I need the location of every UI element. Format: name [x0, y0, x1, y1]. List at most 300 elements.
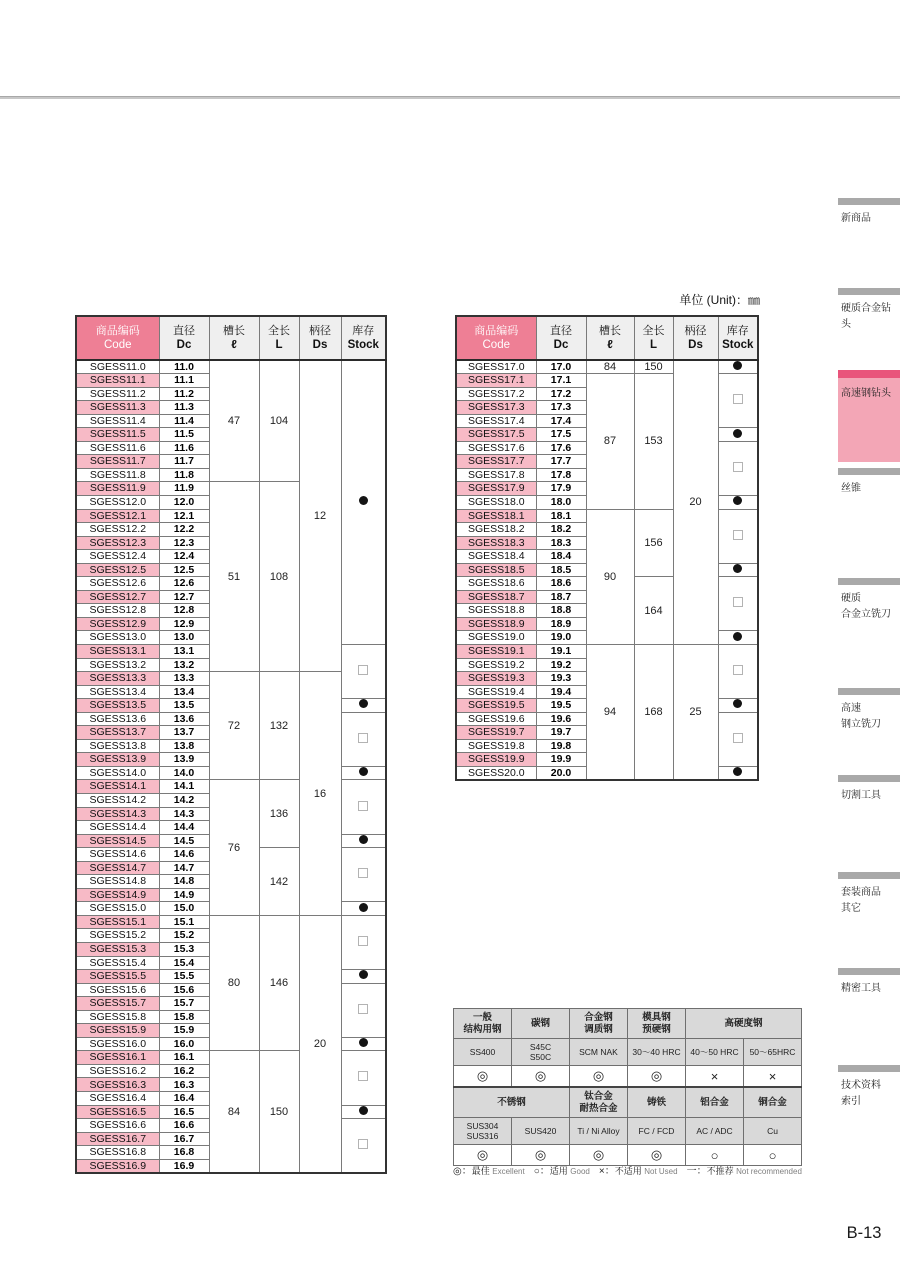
- tab-bar: [838, 872, 900, 879]
- diameter-cell: 15.7: [159, 997, 209, 1011]
- sidebar-tab-carbide-drills: [838, 288, 900, 333]
- product-code-cell: SGESS12.3: [76, 536, 159, 550]
- material-cell: FC / FCD: [628, 1118, 686, 1145]
- tab-label: 硬质 合金立铣刀: [841, 593, 891, 620]
- diameter-cell: 17.3: [536, 401, 586, 415]
- diameter-cell: 12.0: [159, 495, 209, 509]
- product-code-cell: SGESS16.1: [76, 1051, 159, 1065]
- stock-filled-circle-icon: [359, 699, 368, 708]
- diameter-cell: 18.4: [536, 550, 586, 564]
- rating-cell: ◎: [454, 1066, 512, 1088]
- stock-cell: [718, 360, 758, 374]
- stock-filled-circle-icon: [733, 699, 742, 708]
- rating-cell: ◎: [512, 1066, 570, 1088]
- product-code-cell: SGESS19.6: [456, 712, 536, 726]
- diameter-cell: 14.4: [159, 821, 209, 835]
- tab-label: 高速钢钻头: [841, 388, 891, 399]
- col-header-dc: 直径 Dc: [159, 316, 209, 360]
- diameter-cell: 12.7: [159, 590, 209, 604]
- right-spec-table: [455, 315, 759, 781]
- diameter-cell: 14.5: [159, 834, 209, 848]
- stock-cell: [341, 1051, 386, 1105]
- sidebar-tab-taps: [838, 468, 900, 497]
- sidebar-tab-precision-tools: [838, 968, 900, 997]
- stock-cell: [718, 374, 758, 428]
- diameter-cell: 17.1: [536, 374, 586, 388]
- rating-cell: ◎: [570, 1145, 628, 1166]
- product-code-cell: SGESS11.9: [76, 482, 159, 496]
- product-code-cell: SGESS19.7: [456, 726, 536, 740]
- unit-note: 单位 (Unit)：㎜: [679, 293, 760, 307]
- stock-cell: [341, 1037, 386, 1051]
- flute-length-cell: 51: [209, 482, 259, 672]
- stock-cell: [718, 509, 758, 563]
- diameter-cell: 18.2: [536, 523, 586, 537]
- product-code-cell: SGESS11.4: [76, 414, 159, 428]
- product-code-cell: SGESS12.6: [76, 577, 159, 591]
- product-code-cell: SGESS13.5: [76, 699, 159, 713]
- diameter-cell: 19.0: [536, 631, 586, 645]
- product-code-cell: SGESS17.5: [456, 428, 536, 442]
- stock-cell: [341, 1119, 386, 1173]
- product-code-cell: SGESS19.0: [456, 631, 536, 645]
- sidebar-tab-new-products: [838, 198, 900, 227]
- diameter-cell: 19.8: [536, 739, 586, 753]
- diameter-cell: 17.5: [536, 428, 586, 442]
- product-code-cell: SGESS18.8: [456, 604, 536, 618]
- diameter-cell: 18.8: [536, 604, 586, 618]
- stock-empty-square-icon: [358, 1071, 368, 1081]
- col-header-shank: 柄径 Ds: [299, 316, 341, 360]
- stock-filled-circle-icon: [733, 429, 742, 438]
- product-code-cell: SGESS18.5: [456, 563, 536, 577]
- diameter-cell: 13.3: [159, 672, 209, 686]
- diameter-cell: 13.2: [159, 658, 209, 672]
- table-row: [456, 644, 758, 658]
- stock-cell: [718, 577, 758, 631]
- product-code-cell: SGESS12.2: [76, 523, 159, 537]
- diameter-cell: 16.1: [159, 1051, 209, 1065]
- material-cell: 模具钢 预硬钢: [628, 1009, 686, 1039]
- diameter-cell: 12.5: [159, 563, 209, 577]
- material-cell: S45C S50C: [512, 1039, 570, 1066]
- product-code-cell: SGESS19.1: [456, 644, 536, 658]
- product-code-cell: SGESS16.8: [76, 1146, 159, 1160]
- product-code-cell: SGESS17.6: [456, 441, 536, 455]
- flute-length-cell: 87: [586, 374, 634, 509]
- product-code-cell: SGESS15.8: [76, 1010, 159, 1024]
- stock-cell: [341, 1105, 386, 1119]
- product-code-cell: SGESS11.1: [76, 374, 159, 388]
- diameter-cell: 13.6: [159, 712, 209, 726]
- material-cell: 碳钢: [512, 1009, 570, 1039]
- tab-bar: [838, 1065, 900, 1072]
- product-code-cell: SGESS19.8: [456, 739, 536, 753]
- diameter-cell: 17.7: [536, 455, 586, 469]
- material-cell: SUS420: [512, 1118, 570, 1145]
- tab-bar: [838, 688, 900, 695]
- product-code-cell: SGESS14.2: [76, 794, 159, 808]
- rating-legend: [453, 1162, 813, 1177]
- product-code-cell: SGESS17.4: [456, 414, 536, 428]
- page-number: B-13: [846, 1224, 882, 1242]
- diameter-cell: 19.3: [536, 672, 586, 686]
- diameter-cell: 11.8: [159, 468, 209, 482]
- product-code-cell: SGESS16.3: [76, 1078, 159, 1092]
- product-code-cell: SGESS15.7: [76, 997, 159, 1011]
- overall-length-cell: 108: [259, 482, 299, 672]
- stock-empty-square-icon: [733, 530, 743, 540]
- product-code-cell: SGESS12.5: [76, 563, 159, 577]
- col-header-oal: 全长 L: [634, 316, 673, 360]
- product-code-cell: SGESS16.0: [76, 1037, 159, 1051]
- material-row: [454, 1009, 802, 1039]
- material-cell: 40～50 HRC: [686, 1039, 744, 1066]
- product-code-cell: SGESS15.0: [76, 902, 159, 916]
- product-code-cell: SGESS19.5: [456, 699, 536, 713]
- diameter-cell: 12.3: [159, 536, 209, 550]
- material-cell: 30～40 HRC: [628, 1039, 686, 1066]
- product-code-cell: SGESS13.2: [76, 658, 159, 672]
- diameter-cell: 16.7: [159, 1132, 209, 1146]
- product-code-cell: SGESS16.9: [76, 1159, 159, 1173]
- diameter-cell: 11.7: [159, 455, 209, 469]
- stock-filled-circle-icon: [733, 496, 742, 505]
- stock-cell: [718, 631, 758, 645]
- col-header-code: 商品编码 Code: [76, 316, 159, 360]
- flute-length-cell: 76: [209, 780, 259, 915]
- diameter-cell: 14.8: [159, 875, 209, 889]
- material-cell: 一般 结构用钢: [454, 1009, 512, 1039]
- product-code-cell: SGESS12.1: [76, 509, 159, 523]
- tab-label: 套装商品 其它: [841, 887, 881, 914]
- diameter-cell: 11.9: [159, 482, 209, 496]
- product-code-cell: SGESS15.6: [76, 983, 159, 997]
- overall-length-cell: 150: [259, 1051, 299, 1173]
- material-row: [454, 1066, 802, 1088]
- product-code-cell: SGESS15.5: [76, 970, 159, 984]
- diameter-cell: 15.9: [159, 1024, 209, 1038]
- stock-empty-square-icon: [358, 1139, 368, 1149]
- diameter-cell: 12.6: [159, 577, 209, 591]
- product-code-cell: SGESS19.3: [456, 672, 536, 686]
- product-code-cell: SGESS18.9: [456, 617, 536, 631]
- overall-length-cell: 168: [634, 644, 673, 779]
- diameter-cell: 18.5: [536, 563, 586, 577]
- material-cell: SCM NAK: [570, 1039, 628, 1066]
- col-header-dc: 直径 Dc: [536, 316, 586, 360]
- stock-cell: [341, 712, 386, 766]
- product-code-cell: SGESS15.9: [76, 1024, 159, 1038]
- diameter-cell: 12.2: [159, 523, 209, 537]
- stock-cell: [341, 915, 386, 969]
- diameter-cell: 18.9: [536, 617, 586, 631]
- product-code-cell: SGESS12.8: [76, 604, 159, 618]
- tab-bar: [838, 370, 900, 378]
- product-code-cell: SGESS15.3: [76, 943, 159, 957]
- col-header-flute: 槽长 ℓ: [209, 316, 259, 360]
- overall-length-cell: 104: [259, 360, 299, 482]
- col-header-code: 商品编码 Code: [456, 316, 536, 360]
- tab-label: 硬质合金钻头: [841, 303, 891, 330]
- diameter-cell: 13.0: [159, 631, 209, 645]
- diameter-cell: 14.6: [159, 848, 209, 862]
- left-spec-table: [75, 315, 387, 1174]
- product-code-cell: SGESS11.2: [76, 387, 159, 401]
- product-code-cell: SGESS11.0: [76, 360, 159, 374]
- diameter-cell: 15.1: [159, 915, 209, 929]
- col-header-stock: 库存 Stock: [341, 316, 386, 360]
- tab-bar: [838, 775, 900, 782]
- shank-dia-cell: 20: [673, 360, 718, 644]
- legend-item: 一：不推荐 Not recommended: [686, 1166, 802, 1177]
- table-row: [76, 672, 386, 686]
- diameter-cell: 16.2: [159, 1064, 209, 1078]
- product-code-cell: SGESS18.2: [456, 523, 536, 537]
- product-code-cell: SGESS11.8: [76, 468, 159, 482]
- material-cell: Ti / Ni Alloy: [570, 1118, 628, 1145]
- flute-length-cell: 84: [209, 1051, 259, 1173]
- product-code-cell: SGESS14.9: [76, 888, 159, 902]
- overall-length-cell: 142: [259, 848, 299, 916]
- product-code-cell: SGESS17.3: [456, 401, 536, 415]
- product-code-cell: SGESS13.3: [76, 672, 159, 686]
- product-code-cell: SGESS11.3: [76, 401, 159, 415]
- product-code-cell: SGESS16.2: [76, 1064, 159, 1078]
- stock-cell: [718, 766, 758, 780]
- material-cell: 50～65HRC: [744, 1039, 802, 1066]
- sidebar-tab-carbide-end-mills: [838, 578, 900, 623]
- diameter-cell: 11.4: [159, 414, 209, 428]
- diameter-cell: 15.5: [159, 970, 209, 984]
- product-code-cell: SGESS11.6: [76, 441, 159, 455]
- top-divider: [0, 96, 900, 99]
- diameter-cell: 13.1: [159, 644, 209, 658]
- stock-empty-square-icon: [358, 1004, 368, 1014]
- stock-cell: [341, 970, 386, 984]
- stock-cell: [341, 780, 386, 834]
- material-cell: AC / ADC: [686, 1118, 744, 1145]
- diameter-cell: 15.6: [159, 983, 209, 997]
- stock-filled-circle-icon: [359, 1106, 368, 1115]
- product-code-cell: SGESS17.8: [456, 468, 536, 482]
- product-code-cell: SGESS14.4: [76, 821, 159, 835]
- rating-cell: ◎: [512, 1145, 570, 1166]
- stock-cell: [718, 563, 758, 577]
- diameter-cell: 11.1: [159, 374, 209, 388]
- diameter-cell: 16.4: [159, 1092, 209, 1106]
- overall-length-cell: 164: [634, 577, 673, 645]
- sidebar-tab-cutting-tools: [838, 775, 900, 804]
- shank-dia-cell: 12: [299, 360, 341, 672]
- stock-cell: [341, 848, 386, 902]
- product-code-cell: SGESS17.7: [456, 455, 536, 469]
- product-code-cell: SGESS13.7: [76, 726, 159, 740]
- diameter-cell: 18.6: [536, 577, 586, 591]
- stock-filled-circle-icon: [733, 564, 742, 573]
- diameter-cell: 15.2: [159, 929, 209, 943]
- material-cell: SUS304 SUS316: [454, 1118, 512, 1145]
- material-row: [454, 1118, 802, 1145]
- sidebar-tab-hss-end-mills: [838, 688, 900, 733]
- diameter-cell: 17.9: [536, 482, 586, 496]
- product-code-cell: SGESS18.0: [456, 495, 536, 509]
- rating-cell: ×: [686, 1066, 744, 1088]
- stock-empty-square-icon: [733, 462, 743, 472]
- stock-filled-circle-icon: [359, 835, 368, 844]
- stock-filled-circle-icon: [733, 632, 742, 641]
- product-code-cell: SGESS13.6: [76, 712, 159, 726]
- diameter-cell: 18.3: [536, 536, 586, 550]
- col-header-oal: 全长 L: [259, 316, 299, 360]
- product-code-cell: SGESS11.5: [76, 428, 159, 442]
- diameter-cell: 17.4: [536, 414, 586, 428]
- product-code-cell: SGESS18.1: [456, 509, 536, 523]
- product-code-cell: SGESS18.4: [456, 550, 536, 564]
- product-code-cell: SGESS18.7: [456, 590, 536, 604]
- material-cell: SS400: [454, 1039, 512, 1066]
- diameter-cell: 19.5: [536, 699, 586, 713]
- stock-cell: [718, 712, 758, 766]
- legend-item: ○：适用 Good: [533, 1166, 590, 1177]
- rating-cell: ◎: [628, 1066, 686, 1088]
- product-code-cell: SGESS17.1: [456, 374, 536, 388]
- product-code-cell: SGESS12.9: [76, 617, 159, 631]
- product-code-cell: SGESS16.4: [76, 1092, 159, 1106]
- overall-length-cell: 146: [259, 915, 299, 1050]
- diameter-cell: 11.0: [159, 360, 209, 374]
- stock-empty-square-icon: [733, 665, 743, 675]
- product-code-cell: SGESS16.6: [76, 1119, 159, 1133]
- stock-filled-circle-icon: [359, 970, 368, 979]
- overall-length-cell: 150: [634, 360, 673, 374]
- stock-empty-square-icon: [358, 936, 368, 946]
- overall-length-cell: 156: [634, 509, 673, 577]
- tab-label: 新商品: [841, 213, 871, 224]
- product-code-cell: SGESS11.7: [76, 455, 159, 469]
- flute-length-cell: 90: [586, 509, 634, 644]
- diameter-cell: 17.8: [536, 468, 586, 482]
- diameter-cell: 13.5: [159, 699, 209, 713]
- diameter-cell: 20.0: [536, 766, 586, 780]
- product-code-cell: SGESS15.1: [76, 915, 159, 929]
- product-code-cell: SGESS19.4: [456, 685, 536, 699]
- legend-item: ◎：最佳 Excellent: [453, 1166, 525, 1177]
- stock-cell: [341, 902, 386, 916]
- tab-bar: [838, 468, 900, 475]
- overall-length-cell: 136: [259, 780, 299, 848]
- rating-cell: ◎: [454, 1145, 512, 1166]
- diameter-cell: 15.4: [159, 956, 209, 970]
- product-code-cell: SGESS12.7: [76, 590, 159, 604]
- diameter-cell: 11.6: [159, 441, 209, 455]
- product-code-cell: SGESS13.9: [76, 753, 159, 767]
- diameter-cell: 12.4: [159, 550, 209, 564]
- rating-cell: ○: [744, 1145, 802, 1166]
- material-suitability-table: [453, 1008, 802, 1166]
- table-row: [456, 360, 758, 374]
- table-row: [76, 360, 386, 374]
- diameter-cell: 14.3: [159, 807, 209, 821]
- diameter-cell: 14.0: [159, 766, 209, 780]
- flute-length-cell: 80: [209, 915, 259, 1050]
- diameter-cell: 18.1: [536, 509, 586, 523]
- stock-filled-circle-icon: [359, 496, 368, 505]
- stock-empty-square-icon: [358, 868, 368, 878]
- stock-cell: [718, 699, 758, 713]
- material-row: [454, 1087, 802, 1118]
- diameter-cell: 13.7: [159, 726, 209, 740]
- product-code-cell: SGESS20.0: [456, 766, 536, 780]
- product-code-cell: SGESS14.8: [76, 875, 159, 889]
- spec-table: [455, 315, 759, 781]
- stock-empty-square-icon: [733, 733, 743, 743]
- tab-label: 精密工具: [841, 983, 881, 994]
- product-code-cell: SGESS14.7: [76, 861, 159, 875]
- tab-label: 高速 钢立铣刀: [841, 703, 881, 730]
- flute-length-cell: 47: [209, 360, 259, 482]
- overall-length-cell: 153: [634, 374, 673, 509]
- stock-filled-circle-icon: [733, 361, 742, 370]
- overall-length-cell: 132: [259, 672, 299, 780]
- product-code-cell: SGESS14.0: [76, 766, 159, 780]
- material-cell: 合金钢 调质钢: [570, 1009, 628, 1039]
- diameter-cell: 13.9: [159, 753, 209, 767]
- tab-label: 技术资料 索引: [841, 1080, 881, 1107]
- stock-filled-circle-icon: [733, 767, 742, 776]
- diameter-cell: 15.8: [159, 1010, 209, 1024]
- tab-label: 切割工具: [841, 790, 881, 801]
- diameter-cell: 13.4: [159, 685, 209, 699]
- stock-cell: [341, 834, 386, 848]
- table-row: [76, 915, 386, 929]
- diameter-cell: 12.9: [159, 617, 209, 631]
- tab-bar: [838, 288, 900, 295]
- rating-cell: ◎: [570, 1066, 628, 1088]
- tab-bar: [838, 198, 900, 205]
- diameter-cell: 16.8: [159, 1146, 209, 1160]
- rating-cell: ◎: [628, 1145, 686, 1166]
- diameter-cell: 19.2: [536, 658, 586, 672]
- stock-filled-circle-icon: [359, 903, 368, 912]
- shank-dia-cell: 20: [299, 915, 341, 1172]
- tab-bar: [838, 968, 900, 975]
- shank-dia-cell: 16: [299, 672, 341, 916]
- diameter-cell: 14.7: [159, 861, 209, 875]
- sidebar-tab-hss-drills: [838, 370, 900, 462]
- material-cell: 高硬度钢: [686, 1009, 802, 1039]
- col-header-stock: 库存 Stock: [718, 316, 758, 360]
- product-code-cell: SGESS19.9: [456, 753, 536, 767]
- diameter-cell: 17.0: [536, 360, 586, 374]
- product-code-cell: SGESS15.4: [76, 956, 159, 970]
- product-code-cell: SGESS16.7: [76, 1132, 159, 1146]
- diameter-cell: 16.5: [159, 1105, 209, 1119]
- diameter-cell: 17.2: [536, 387, 586, 401]
- product-code-cell: SGESS17.2: [456, 387, 536, 401]
- material-table: [453, 1008, 802, 1166]
- product-code-cell: SGESS16.5: [76, 1105, 159, 1119]
- material-row: [454, 1039, 802, 1066]
- diameter-cell: 17.6: [536, 441, 586, 455]
- diameter-cell: 18.7: [536, 590, 586, 604]
- stock-cell: [341, 644, 386, 698]
- diameter-cell: 12.8: [159, 604, 209, 618]
- material-cell: 铜合金: [744, 1087, 802, 1118]
- diameter-cell: 11.5: [159, 428, 209, 442]
- stock-empty-square-icon: [358, 733, 368, 743]
- flute-length-cell: 84: [586, 360, 634, 374]
